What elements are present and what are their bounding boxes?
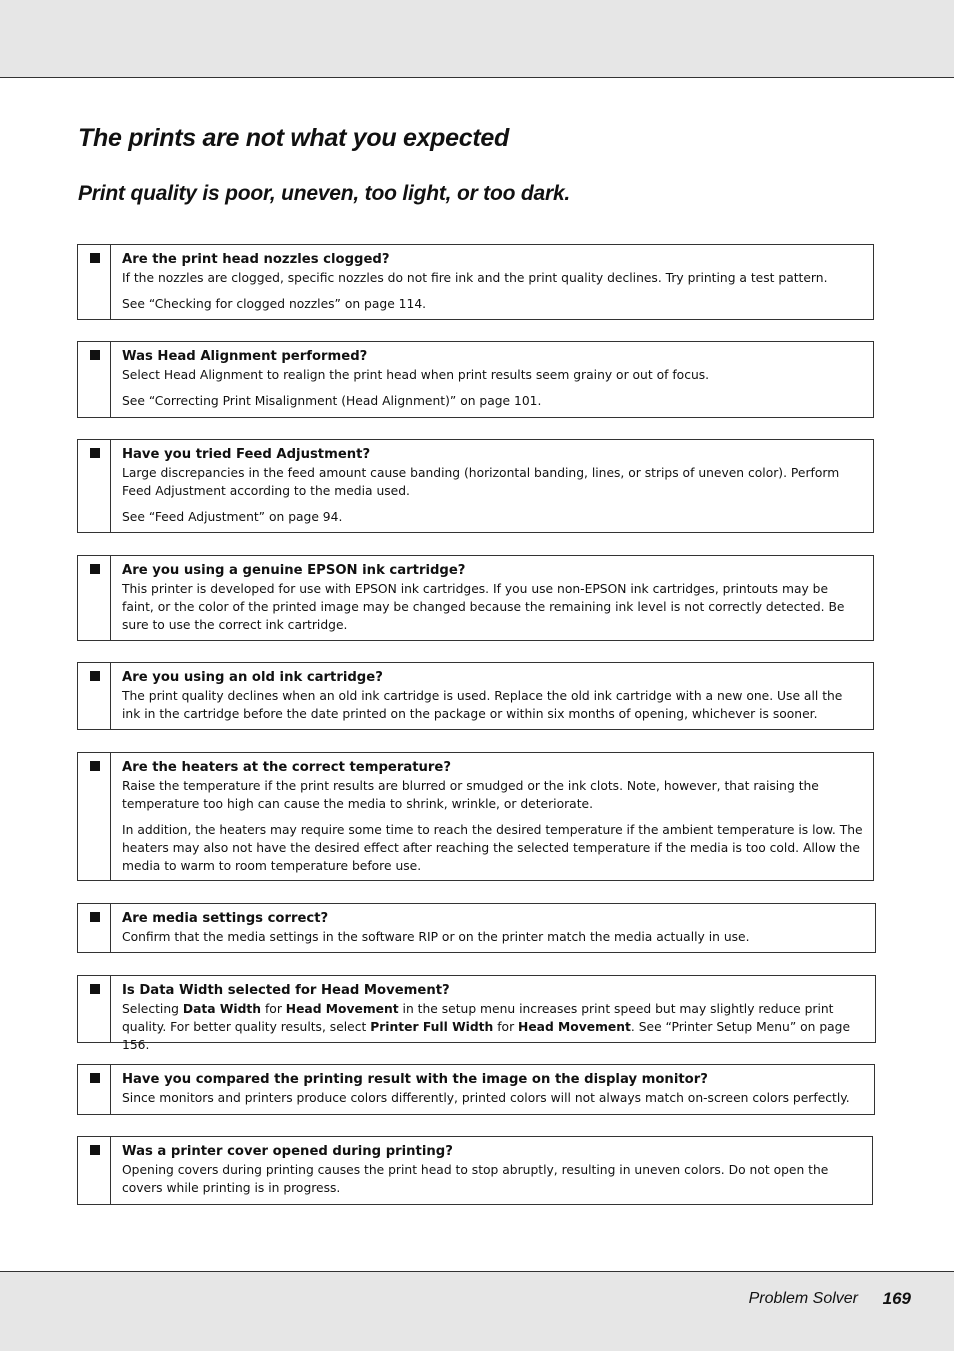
faq-answer: Large discrepancies in the feed amount cause banding (horizontal banding, lines, or strips of uneven color). Perform Feed Adjustment according to the media used. [122, 466, 840, 498]
square-bullet-icon [90, 761, 100, 771]
bullet-gutter [78, 904, 111, 952]
bullet-gutter [78, 342, 111, 417]
faq-item [77, 975, 876, 1052]
footer-section-name: Problem Solver [748, 1290, 858, 1307]
bullet-gutter [78, 753, 111, 880]
header-band [0, 0, 954, 78]
bullet-gutter [78, 440, 111, 532]
faq-answer: Opening covers during printing causes the print head to stop abruptly, resulting in uneven colors. Do not open the covers while printing is in progress. [122, 1163, 829, 1195]
faq-item [77, 662, 874, 730]
faq-question: Are the heaters at the correct temperature? [122, 760, 452, 775]
faq-item [77, 341, 874, 418]
faq-reference-link[interactable]: See “Feed Adjustment” on page 94. [122, 510, 343, 524]
faq-answer-continued: In addition, the heaters may require some time to reach the desired temperature if the ambient temperature is low. The heaters may also not have the desired effect after reaching the selected temperature if the media is too cold. Allow the media to warm to room temperature before use. [122, 823, 863, 873]
square-bullet-icon [90, 1145, 100, 1155]
square-bullet-icon [90, 671, 100, 681]
faq-question: Are the print head nozzles clogged? [122, 252, 390, 267]
faq-answer: This printer is developed for use with EPSON ink cartridges. If you use non-EPSON ink cartridges, printouts may be faint, or the color of the printed image may be changed because the remaining ink level is not correctly detected. Be sure to use the correct ink cartridge. [122, 582, 845, 632]
faq-answer [122, 1000, 865, 1054]
faq-reference-link[interactable]: See “Correcting Print Misalignment (Head Alignment)” on page 101. [122, 394, 542, 408]
bullet-gutter [78, 1065, 111, 1114]
faq-question: Have you tried Feed Adjustment? [122, 447, 371, 462]
bullet-gutter [78, 245, 111, 319]
faq-question: Is Data Width selected for Head Movement? [122, 983, 450, 998]
bullet-gutter [78, 663, 111, 729]
faq-item [77, 244, 874, 320]
faq-item [77, 1064, 875, 1115]
square-bullet-icon [90, 564, 100, 574]
setting-printer-full-width: Printer Full Width [370, 1020, 494, 1034]
setting-data-width: Data Width [182, 1002, 262, 1016]
faq-answer: Since monitors and printers produce colors differently, printed colors will not always match on-screen colors perfectly. [122, 1091, 850, 1105]
bullet-gutter [78, 1137, 111, 1204]
square-bullet-icon [90, 984, 100, 994]
square-bullet-icon [90, 350, 100, 360]
faq-question: Was a printer cover opened during printing? [122, 1144, 453, 1159]
footer-page-number: 169 [882, 1289, 911, 1308]
faq-answer: Raise the temperature if the print results are blurred or smudged or the ink clots. Note, however, that raising the temperature too high can cause the media to shrink, wrinkle, or deteriorate. [122, 779, 819, 811]
setting-head-movement: Head Movement [518, 1020, 631, 1034]
faq-question: Was Head Alignment performed? [122, 349, 368, 364]
faq-question: Are media settings correct? [122, 911, 329, 926]
faq-item [77, 752, 874, 881]
section-title: Print quality is poor, uneven, too light, or too dark. [78, 182, 571, 205]
page-title: The prints are not what you expected [78, 124, 509, 152]
answer-text: Selecting [122, 1002, 183, 1016]
faq-answer: Confirm that the media settings in the software RIP or on the printer match the media actually in use. [122, 930, 750, 944]
faq-reference-link[interactable]: See “Checking for clogged nozzles” on page 114. [122, 297, 427, 311]
square-bullet-icon [90, 1073, 100, 1083]
answer-text: for [261, 1002, 286, 1016]
bullet-gutter [78, 556, 111, 640]
faq-question: Have you compared the printing result with the image on the display monitor? [122, 1072, 708, 1087]
faq-answer: If the nozzles are clogged, specific nozzles do not fire ink and the print quality declines. Try printing a test pattern. [122, 271, 828, 285]
bullet-gutter [78, 976, 111, 1042]
faq-answer: The print quality declines when an old ink cartridge is used. Replace the old ink cartridge with a new one. Use all the ink in the cartridge before the date printed on the package or within six months of opening, whichever is sooner. [122, 689, 843, 721]
faq-item [77, 439, 874, 533]
faq-item [77, 555, 874, 641]
setting-head-movement: Head Movement [285, 1002, 399, 1016]
faq-item [77, 1136, 873, 1205]
faq-item [77, 903, 876, 953]
faq-question: Are you using a genuine EPSON ink cartridge? [122, 563, 466, 578]
answer-text: for [493, 1020, 519, 1034]
faq-answer: Select Head Alignment to realign the print head when print results seem grainy or out of focus. [122, 368, 710, 382]
footer-band [0, 1271, 954, 1351]
square-bullet-icon [90, 448, 100, 458]
square-bullet-icon [90, 253, 100, 263]
faq-question: Are you using an old ink cartridge? [122, 670, 383, 685]
answer-reference-link[interactable]: . See “Printer Setup Menu” on page 156. [122, 1020, 851, 1052]
square-bullet-icon [90, 912, 100, 922]
answer-text: in the setup menu increases print speed but may slightly reduce print quality. For better quality results, select [122, 1002, 834, 1034]
